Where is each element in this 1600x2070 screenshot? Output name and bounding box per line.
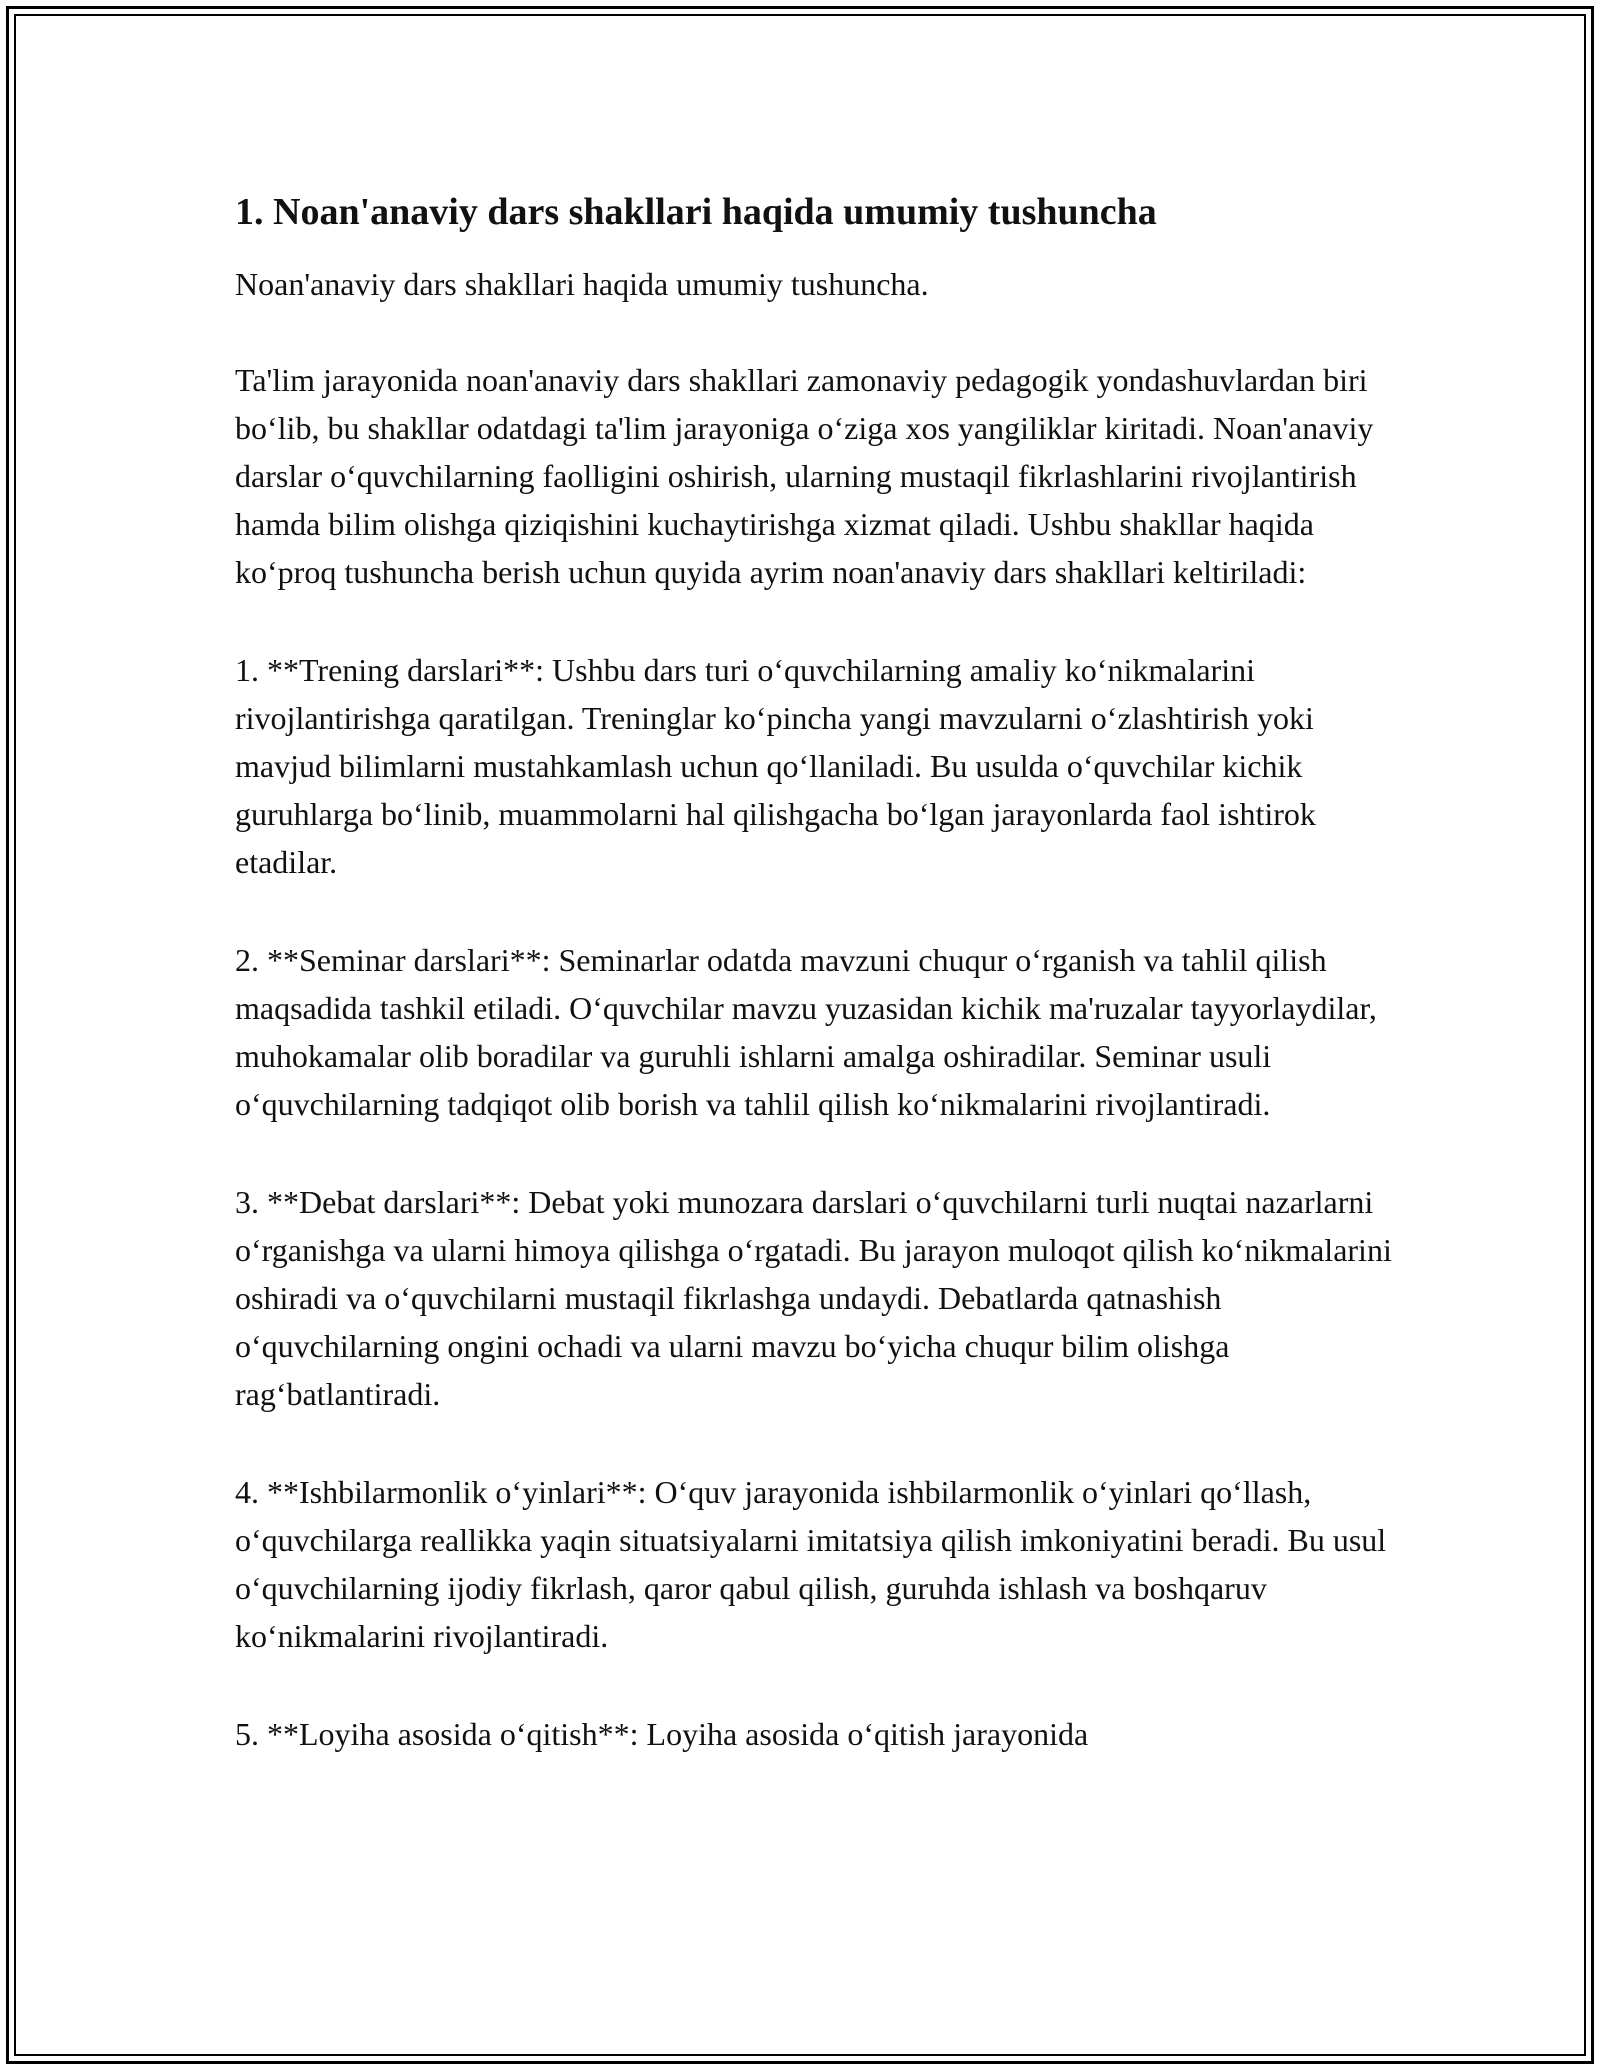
paragraph-loyiha: 5. **Loyiha asosida o‘qitish**: Loyiha asosida o‘qitish jarayonida <box>235 1716 1089 1752</box>
paragraph-overview: Ta'lim jarayonida noan'anaviy dars shakllari zamonaviy pedagogik yondashuvlardan biri bo‘lib, bu shakllar odatdagi ta'lim jarayoniga o‘ziga xos yangiliklar kiritadi. Noan'anaviy darslar o‘quvchilarning faolligini oshirish, ularning mustaqil fikrlashlarini rivojlantirish hamda bilim olishga qiziqishini kuchaytirishga xizmat qiladi. Ushbu shakllar haqida ko‘proq tushuncha berish uchun quyida ayrim noan'anaviy dars shakllari keltiriladi: <box>235 362 1374 590</box>
section-title: 1. Noan'anaviy dars shakllari haqida umumiy tushuncha <box>235 191 1157 233</box>
paragraph-intro: Noan'anaviy dars shakllari haqida umumiy tushuncha. <box>235 266 929 302</box>
paragraph-debat: 3. **Debat darslari**: Debat yoki munozara darslari o‘quvchilarni turli nuqtai nazarlarni o‘rganishga va ularni himoya qilishga o‘rgatadi. Bu jarayon muloqot qilish ko‘nikmalarini oshiradi va o‘quvchilarni mustaqil fikrlashga undaydi. Debatlarda qatnashish o‘quvchilarning ongini ochadi va ularni mavzu bo‘yicha chuqur bilim olishga rag‘batlantiradi. <box>235 1184 1392 1412</box>
paragraph-ishbilarmonlik: 4. **Ishbilarmonlik o‘yinlari**: O‘quv jarayonida ishbilarmonlik o‘yinlari qo‘llash, o‘quvchilarga reallikka yaqin situatsiyalarni imitatsiya qilish imkoniyatini beradi. Bu usul o‘quvchilarning ijodiy fikrlash, qaror qabul qilish, guruhda ishlash va boshqaruv ko‘nikmalarini rivojlantiradi. <box>235 1474 1387 1654</box>
paragraph-seminar: 2. **Seminar darslari**: Seminarlar odatda mavzuni chuqur o‘rganish va tahlil qilish maqsadida tashkil etiladi. O‘quvchilar mavzu yuzasidan kichik ma'ruzalar tayyorlaydilar, muhokamalar olib boradilar va guruhli ishlarni amalga oshiradilar. Seminar usuli o‘quvchilarning tadqiqot olib borish va tahlil qilish ko‘nikmalarini rivojlantiradi. <box>235 942 1377 1122</box>
document-body <box>235 186 1395 1808</box>
paragraph-trening: 1. **Trening darslari**: Ushbu dars turi o‘quvchilarning amaliy ko‘nikmalarini rivojlantirishga qaratilgan. Treninglar ko‘pincha yangi mavzularni o‘zlashtirish yoki mavjud bilimlarni mustahkamlash uchun qo‘llaniladi. Bu usulda o‘quvchilar kichik guruhlarga bo‘linib, muammolarni hal qilishgacha bo‘lgan jarayonlarda faol ishtirok etadilar. <box>235 652 1316 880</box>
